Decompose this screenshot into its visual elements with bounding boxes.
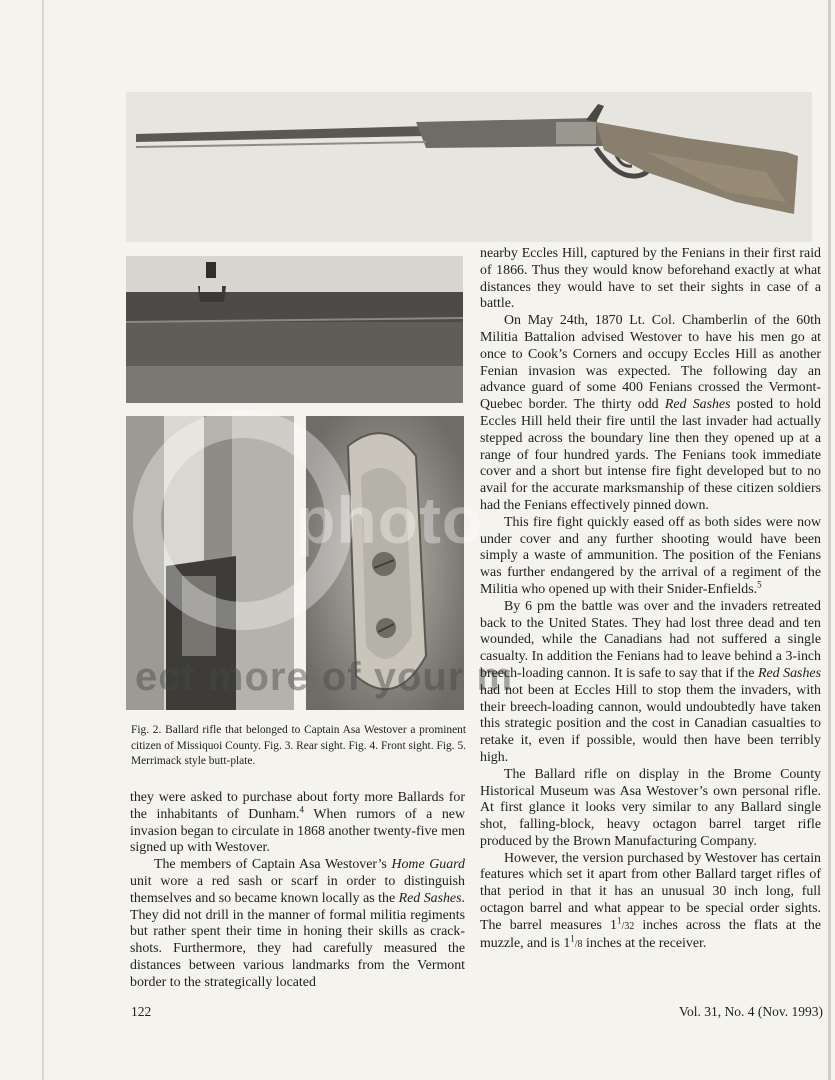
italic-text: Red Sashes <box>398 890 462 906</box>
paragraph <box>480 515 821 599</box>
text: The members of Captain Asa Westover’s <box>154 857 392 873</box>
italic-text: Red Sashes <box>664 397 731 413</box>
volume-info: Vol. 31, No. 4 (Nov. 1993) <box>679 1004 823 1019</box>
figure-caption: Fig. 2. Ballard rifle that belonged to Captain Asa Westover a prominent citizen of Missiquoi County. Fig. 3. Rear sight. Fig. 4. Front sight. Fig. 5. Merrimack style butt-plate. <box>131 724 466 767</box>
fraction-denominator: /32 <box>621 920 635 932</box>
text: they were asked to purchase about forty more Ballards for the inhabitants of Dunham. <box>130 790 465 822</box>
text: However, the version purchased by Westover has certain features which set it apart from other Ballard target rifles of that period in that it has an unusual 30 inch long, full octagon barrel and what appear to be special order sights. The barrel measures 1 <box>480 850 821 933</box>
text: unit wore a red sash or scarf in order to distinguish themselves and so became known locally as the <box>130 873 465 906</box>
paragraph <box>130 857 465 991</box>
paragraph <box>480 851 821 954</box>
paragraph <box>130 790 465 857</box>
page-edge <box>828 0 831 1080</box>
paragraph: The Ballard rifle on display in the Brome County Historical Museum was Asa Westover’s own personal rifle. At first glance it looks very similar to any Ballard single shot, falling-block, heavy octagon barrel target rifle produced by the Brown Manufacturing Company. <box>480 766 821 849</box>
italic-text: Red Sashes <box>758 665 821 681</box>
rifle-photo <box>126 92 812 242</box>
text: posted to hold Eccles Hill held their fire until the last invader had actually stepped across the boundary line then they opened up at a range of four hundred yards. The Fenians took immediate cover and a short but intense fire fight developed but to no avail for the accurate marksmanship of these citizen soldiers had the Fenians effectively pinned down. <box>480 397 822 513</box>
footnote-ref: 4 <box>299 804 305 815</box>
fraction-denominator: /8 <box>574 938 583 950</box>
paragraph <box>480 313 821 515</box>
left-column <box>130 790 465 992</box>
page-number: 122 <box>131 1004 152 1019</box>
text: . They did not drill in the manner of formal militia regiments but rather spent their time in honing their skills as crack-shots. Furthermore, they had carefully measured the distances between various landmarks from the Vermont border to the strategically located <box>130 890 465 990</box>
text: This fire fight quickly eased off as both sides were now under cover and any further shooting would have been simply a waste of ammunition. The position of the Fenians was further endangered by the arrival of a regiment of the Militia who opened up with their Snider-Enfields. <box>480 514 821 597</box>
italic-text: Home Guard <box>391 857 465 873</box>
text: By 6 pm the battle was over and the invaders retreated back to the United States. They had lost three dead and ten wounded, while the Canadians had not suffered a single casualty. In addition the Fenians had to leave behind a 3-inch breech-loading cannon. It is safe to say that if the <box>480 598 821 681</box>
watermark-text: photo <box>295 483 484 557</box>
paragraph <box>480 599 821 767</box>
rear-sight-photo <box>126 256 463 403</box>
text: On May 24th, 1870 Lt. Col. Chamberlin of the 60th Militia Battalion advised Westover to have his men go at once to Cook’s Corners and occupy Eccles Hill as another Fenian invasion was expected. The following day an advance guard of some 400 Fenians crossed the Vermont-Quebec border. The thirty odd <box>480 313 821 413</box>
paragraph: nearby Eccles Hill, captured by the Fenians in their first raid of 1866. Thus they would know beforehand exactly at what distances they would have to set their sights in case of a battle. <box>480 246 821 312</box>
fraction-numerator: 1 <box>570 933 575 944</box>
text: When rumors of a new invasion began to circulate in 1868 another twenty-five men signed up with Westover. <box>130 806 465 856</box>
page-edge <box>42 0 44 1080</box>
right-column <box>480 246 821 953</box>
text: inches across the flats at the muzzle, and is 1 <box>480 917 821 951</box>
footnote-ref: 5 <box>757 579 762 590</box>
fraction-numerator: 1 <box>616 915 622 926</box>
text: inches at the receiver. <box>582 935 707 951</box>
text: had not been at Eccles Hill to stop them the invaders, with their breech-loading cannon, would undoubtedly have taken this strategic position and the cost in Canadian casualties to retake it, even if possible, would then have been terribly high. <box>480 682 821 765</box>
watermark-subtext: ect more of your m <box>135 655 514 699</box>
